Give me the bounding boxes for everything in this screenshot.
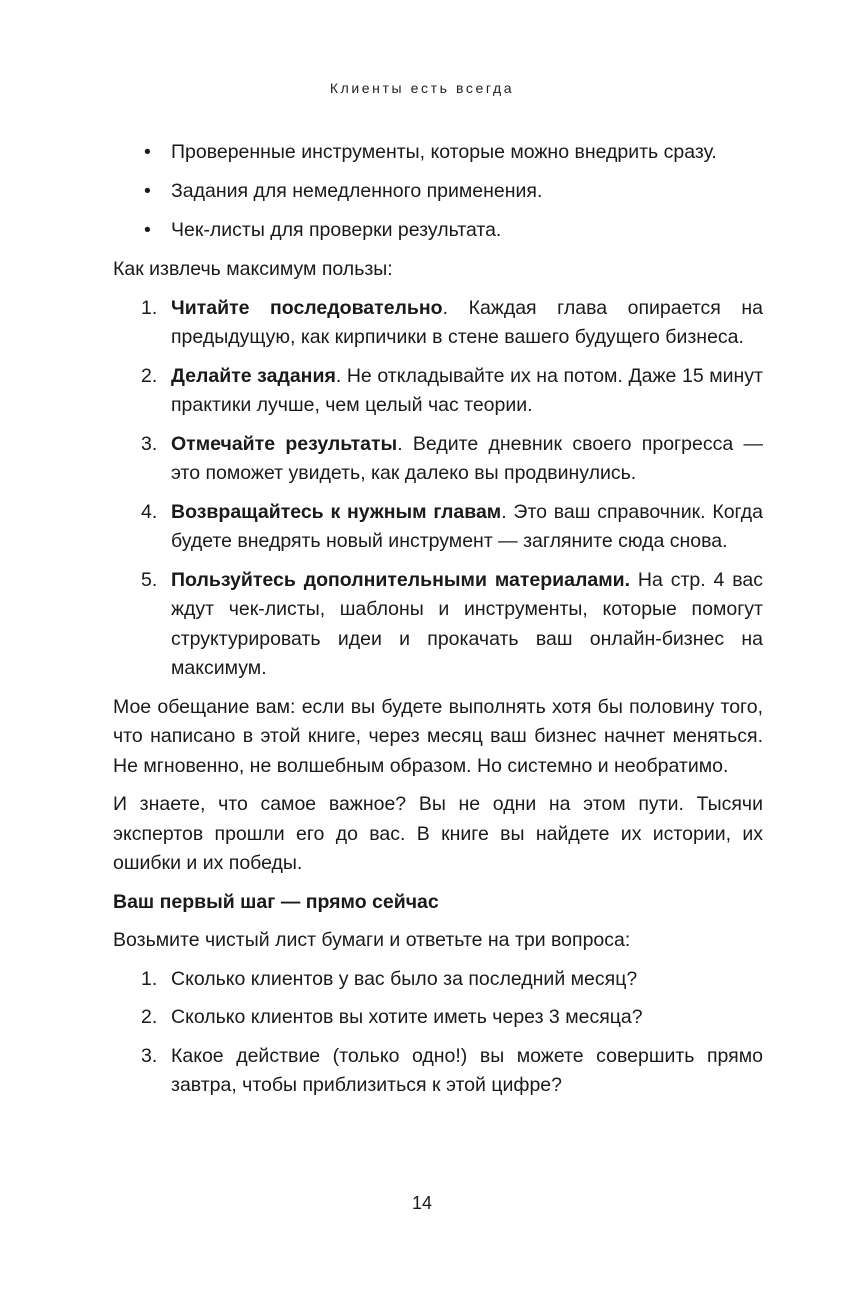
bullet-item: • Чек-листы для проверки результата. [113, 216, 763, 246]
how-to-intro: Как извлечь максимум пользы: [113, 258, 393, 280]
section-subheading: Ваш первый шаг — прямо сейчас [113, 890, 439, 913]
page-content [113, 138, 763, 1110]
feature-bullet-list [113, 138, 763, 246]
promise-paragraph: Мое обещание вам: если вы будете выполнять хотя бы половину того, что написано в этой книге, через месяц ваш бизнес начнет меняться. Не мгновенно, не волшебным образом. Но системно и необратимо. [113, 695, 763, 777]
important-paragraph: И знаете, что самое важное? Вы не одни на этом пути. Тысячи экспертов прошли его до вас. В книге вы найдете их истории, их ошибки и их победы. [113, 793, 763, 874]
bullet-item: • Проверенные инструменты, которые можно внедрить сразу. [113, 138, 763, 168]
question-item: 3. Какое действие (только одно!) вы можете совершить прямо завтра, чтобы приблизиться к этой цифре? [141, 1044, 763, 1096]
bullet-icon: • [144, 180, 151, 202]
bullet-icon: • [144, 219, 151, 241]
step-item: 1. Читайте последовательно. Каждая глава опирается на предыдущую, как кирпичики в стене вашего будущего бизнеса. [141, 296, 763, 348]
running-head: Клиенты есть всегда [329, 80, 515, 96]
question-item: 1. Сколько клиентов у вас было за последний месяц? [141, 967, 638, 990]
step-item: 3. Отмечайте результаты. Ведите дневник своего прогресса — это поможет увидеть, как далеко вы продвинулись. [141, 432, 763, 484]
step-item: 2. Делайте задания. Не откладывайте их на потом. Даже 15 минут практики лучше, чем целый час теории. [141, 364, 763, 416]
step-item: 5. Пользуйтесь дополнительными материалами. На стр. 4 вас ждут чек-листы, шаблоны и инструменты, которые помогут структурировать идеи и прокачать ваш онлайн-бизнес на максимум. [141, 568, 764, 679]
questions-list [113, 965, 763, 1101]
question-item: 2. Сколько клиентов вы хотите иметь через 3 месяца? [141, 1006, 643, 1028]
task-intro: Возьмите чистый лист бумаги и ответьте на три вопроса: [113, 929, 631, 951]
bullet-item: • Задания для немедленного применения. [113, 177, 763, 207]
step-item: 4. Возвращайтесь к нужным главам. Это ваш справочник. Когда будете внедрять новый инструмент — загляните сюда снова. [141, 500, 763, 552]
steps-list [113, 294, 763, 684]
bullet-icon: • [144, 141, 151, 163]
page-number: 14 [411, 1193, 433, 1213]
